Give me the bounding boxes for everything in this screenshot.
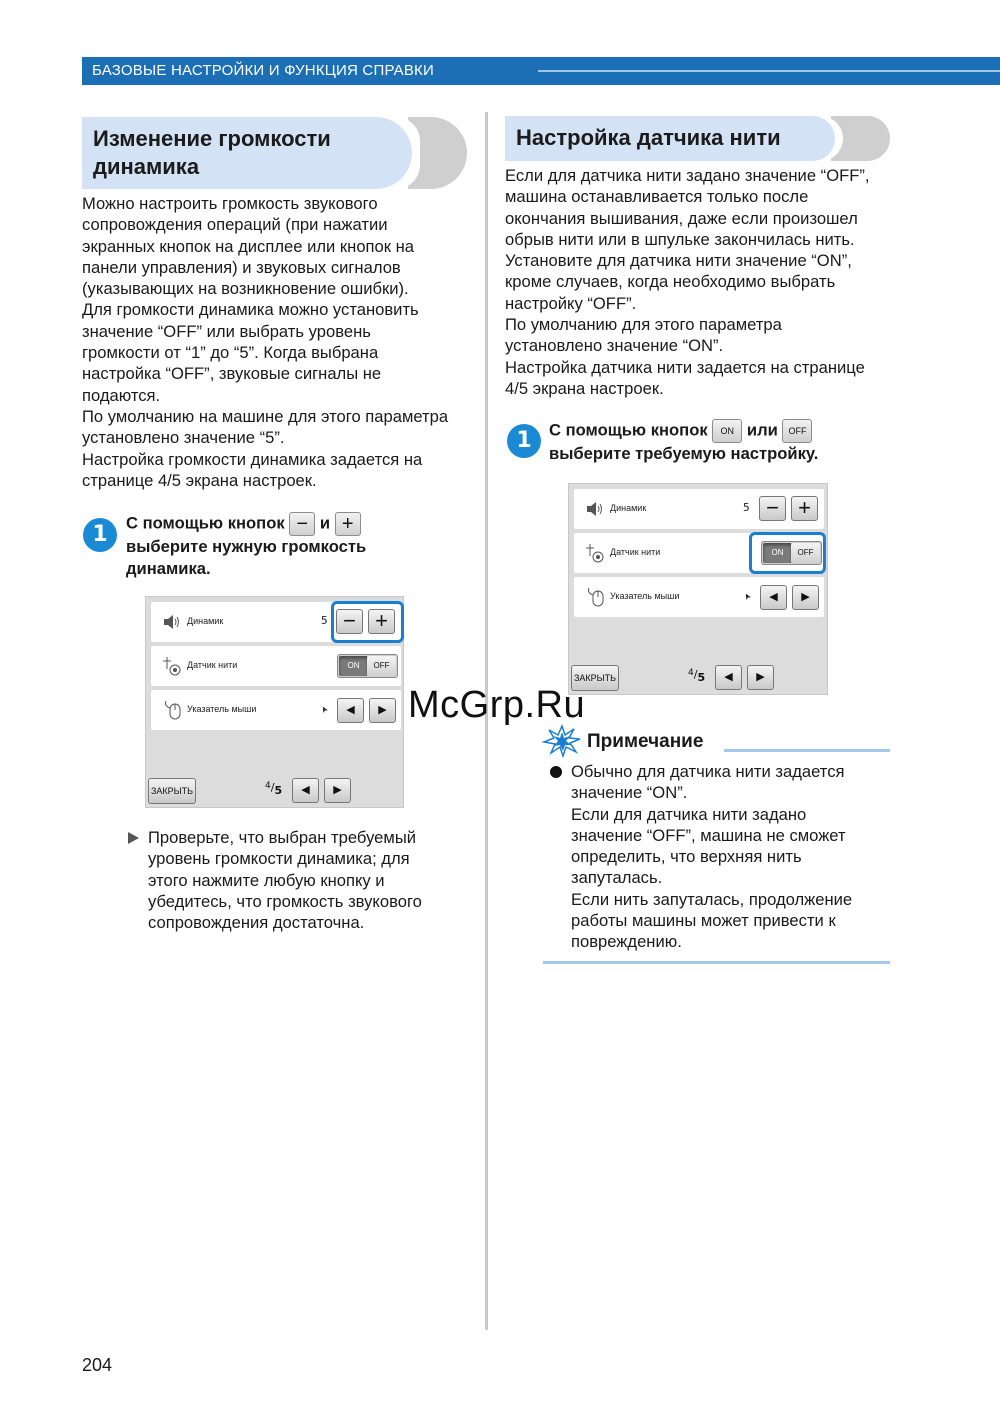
text-line: уровень громкости динамика; для — [148, 849, 410, 869]
left-body-text — [82, 193, 477, 491]
text-line: сопровождения достаточна. — [148, 913, 365, 933]
step-text: выберите требуемую настройку. — [549, 444, 819, 463]
left-heading-line-1: Изменение громкости — [93, 126, 331, 151]
page-next-button[interactable]: ▶ — [324, 778, 351, 803]
left-step-instruction — [126, 512, 366, 579]
volume-plus-button[interactable]: + — [368, 609, 395, 634]
on-button-icon: ON — [712, 419, 742, 443]
pointer-prev-button[interactable]: ◀ — [337, 698, 364, 723]
chapter-title: БАЗОВЫЕ НАСТРОЙКИ И ФУНКЦИЯ СПРАВКИ — [92, 62, 434, 79]
pointer-icon: ➤ — [739, 589, 756, 603]
pointer-icon: ➤ — [316, 702, 333, 716]
watermark: McGrp.Ru — [408, 684, 586, 726]
left-heading-line-2: динамика — [93, 154, 200, 179]
step-text: С помощью кнопок — [126, 513, 285, 533]
text-line: повреждению. — [571, 932, 682, 952]
text-line: Настройка датчика нити задается на странице — [505, 357, 865, 377]
close-button[interactable]: ЗАКРЫТЬ — [571, 665, 619, 691]
text-line: По умолчанию для этого параметра — [505, 315, 782, 335]
mouse-pointer-row — [574, 577, 824, 617]
mouse-icon — [584, 586, 608, 608]
text-line: этого нажмите любую кнопку и — [148, 870, 385, 890]
toggle-highlight — [749, 532, 826, 574]
step-text: динамика. — [126, 558, 211, 578]
text-line: Установите для датчика нити значение “ON”, — [505, 251, 852, 271]
text-line: Можно настроить громкость звукового — [82, 194, 378, 213]
text-line: значение “OFF”, машина не сможет — [571, 825, 846, 845]
step-text: выберите нужную громкость — [126, 537, 367, 556]
thread-sensor-on-button[interactable]: ON — [339, 656, 368, 676]
text-line: кроме случаев, когда необходимо выбрать — [505, 272, 836, 292]
thread-sensor-icon — [161, 655, 185, 677]
text-line: настройку “OFF”. — [505, 293, 637, 313]
page-prev-button[interactable]: ◀ — [715, 665, 742, 690]
text-line: машина останавливается только после — [505, 187, 809, 207]
pointer-prev-button[interactable]: ◀ — [760, 585, 787, 610]
step-text: С помощью кнопок — [549, 420, 708, 440]
thread-sensor-toggle[interactable] — [337, 654, 398, 678]
volume-minus-button[interactable]: − — [336, 609, 363, 634]
text-line: установлено значение “5”. — [82, 428, 285, 448]
right-step-instruction — [549, 419, 818, 465]
thread-sensor-off-button[interactable]: OFF — [367, 656, 396, 676]
text-line: Для громкости динамика можно установить — [82, 300, 419, 320]
result-arrow-icon — [128, 832, 139, 844]
volume-buttons-highlight — [331, 601, 404, 643]
speaker-label: Динамик — [610, 503, 647, 513]
page-indicator: $^4/_5$ — [265, 781, 283, 797]
header-rule — [538, 70, 1000, 72]
text-line: Если нить запуталась, продолжение — [571, 889, 853, 909]
right-heading: Настройка датчика нити — [516, 125, 781, 150]
close-button[interactable]: ЗАКРЫТЬ — [148, 778, 196, 804]
thread-sensor-row — [151, 646, 401, 686]
text-line: странице 4/5 экрана настроек. — [82, 470, 317, 490]
text-line: запуталась. — [571, 868, 663, 888]
note-title: Примечание — [587, 731, 704, 752]
speaker-label: Динамик — [187, 616, 224, 626]
step-text: или — [746, 420, 778, 440]
right-section-heading — [505, 116, 890, 161]
volume-minus-button[interactable]: − — [759, 496, 786, 521]
speaker-icon — [161, 611, 185, 633]
mouse-pointer-row — [151, 690, 401, 730]
thread-sensor-label: Датчик нити — [187, 660, 238, 670]
left-section-heading — [82, 117, 467, 189]
speaker-value: 5 — [743, 501, 750, 514]
speaker-row — [574, 489, 824, 529]
text-line: установлено значение “ON”. — [505, 336, 724, 356]
text-line: панели управления) и звуковых сигналов — [82, 257, 401, 277]
page-total: 5 — [697, 671, 706, 684]
text-line: настройка “OFF”, звуковые сигналы не — [82, 364, 382, 384]
text-line: экранных кнопок на дисплее или кнопок на — [82, 236, 415, 256]
note-text — [571, 761, 891, 953]
pointer-next-button[interactable]: ▶ — [369, 698, 396, 723]
text-line: 4/5 экрана настроек. — [505, 378, 664, 398]
note-star-icon — [543, 725, 581, 757]
settings-screen-volume — [145, 596, 404, 808]
note-bullet — [550, 766, 562, 778]
text-line: обрыв нити или в шпульке закончилась нить. — [505, 229, 855, 249]
text-line: убедитесь, что громкость звукового — [148, 891, 422, 911]
text-line: (указывающих на возникновение ошибки). — [82, 279, 409, 299]
chapter-header-bar — [82, 57, 1000, 85]
result-text — [148, 827, 422, 933]
text-line: окончания вышивания, даже если произошел — [505, 208, 858, 228]
note-rule-top — [724, 749, 890, 752]
pointer-next-button[interactable]: ▶ — [792, 585, 819, 610]
minus-button-icon: − — [289, 512, 315, 536]
text-line: сопровождения операций (при нажатии — [82, 215, 388, 235]
plus-button-icon: + — [335, 512, 361, 536]
speaker-icon — [584, 498, 608, 520]
page-current: 4 — [688, 668, 694, 678]
step-number-badge: 1 — [507, 424, 541, 458]
heading-decoration — [408, 117, 467, 189]
text-line: Проверьте, что выбран требуемый — [148, 828, 417, 847]
text-line: подаются. — [82, 385, 161, 405]
text-line: Настройка громкости динамика задается на — [82, 449, 423, 469]
note-rule-bottom — [543, 961, 890, 964]
page-prev-button[interactable]: ◀ — [292, 778, 319, 803]
page-current: 4 — [265, 781, 271, 791]
thread-sensor-icon — [584, 542, 608, 564]
mouse-pointer-label: Указатель мыши — [610, 591, 680, 601]
text-line: По умолчанию на машине для этого параметра — [82, 406, 449, 426]
page-total: 5 — [274, 784, 283, 797]
text-line: Если для датчика нити задано значение “OFF”, — [505, 166, 870, 185]
mouse-icon — [161, 699, 185, 721]
settings-screen-thread-sensor — [568, 483, 828, 695]
text-line: громкости от “1” до “5”. Когда выбрана — [82, 343, 379, 363]
page-next-button[interactable]: ▶ — [747, 665, 774, 690]
note-heading — [543, 725, 723, 757]
volume-plus-button[interactable]: + — [791, 496, 818, 521]
text-line: значение “OFF” или выбрать уровень — [82, 321, 371, 341]
text-line: работы машины может привести к — [571, 911, 836, 931]
step-number-badge: 1 — [83, 518, 117, 552]
thread-sensor-label: Датчик нити — [610, 547, 661, 557]
right-body-text — [505, 165, 895, 399]
page-indicator: $^4/_5$ — [688, 668, 706, 684]
off-button-icon: OFF — [782, 419, 812, 443]
step-text: и — [319, 513, 331, 533]
speaker-value: 5 — [321, 614, 328, 627]
mouse-pointer-label: Указатель мыши — [187, 704, 257, 714]
text-line: значение “ON”. — [571, 783, 688, 803]
heading-decoration — [831, 116, 890, 161]
text-line: Обычно для датчика нити задается — [571, 762, 845, 781]
text-line: Если для датчика нити задано — [571, 804, 807, 824]
text-line: определить, что верхняя нить — [571, 847, 802, 867]
thread-sensor-off-button[interactable]: OFF — [791, 543, 820, 563]
page-number: 204 — [82, 1355, 113, 1375]
thread-sensor-on-button[interactable]: ON — [763, 543, 792, 563]
